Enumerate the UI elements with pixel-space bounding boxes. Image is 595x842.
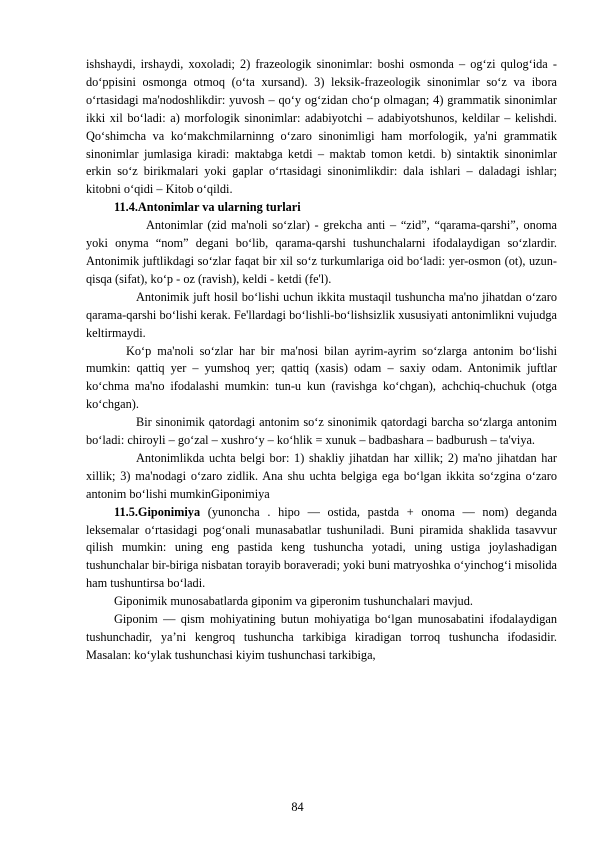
paragraph-polysemy-antonyms: Ko‘p ma'noli so‘zlar har bir ma'nosi bilan ayrim-ayrim so‘zlarga antonim bo‘lishi mumkin: qattiq yer – yumshoq yer; qattiq (xasis) odam – saxiy odam. Antonimik juftlar ko‘chma ma'no ifodalashi mumkin: tun-u kun (ravishga ko‘chgan), achchiq-chuchuk (otga ko‘chgan). [86,343,557,412]
paragraph-hyponymy [86,504,557,594]
paragraph-antonym-pair: Antonimik juft hosil bo‘lishi uchun ikkita mustaqil tushuncha ma'no jihatdan o‘zaro qarama-qarshi bo‘lishi kerak. Fe'llardagi bo‘lishli-bo‘lishsizlik xususiyati antonimlikni vujudga keltirmaydi. [86,289,557,340]
paragraph-synonym-types: ishshaydi, irshaydi, xoxoladi; 2) frazeologik sinonimlar: boshi osmonda – og‘zi qulog‘ida - do‘ppisini osmonga otmoq (o‘ta xursand). 3) leksik-frazeologik sinonimlar so‘z va ibora o‘rtasidagi ma'nodoshlikdir: yuvosh – qo‘y og‘zidan cho‘p olmagan; 4) grammatik sinonimlar ikki xil bo‘ladi: a) morfologik sinonimlar: adabiyotchi – adabiyotshunos, keldilar – kelishdi. Qo‘shimcha va ko‘makchmilarninng o‘zaro sinonimligi ham morfologik, ya'ni grammatik sinonimlar jumlasiga kiradi: maktabga ketdi – maktab tomon ketdi. b) sintaktik sinonimlar erkin so‘z birikmalari yoki gaplar o‘rtasidagi sinonimlikdir: dala ishlari – daladagi ishlar; kitobni o‘qidi – Kitob o‘qildi. [86,57,557,197]
paragraph-antonym-features: Antonimlikda uchta belgi bor: 1) shakliy jihatdan har xillik; 2) ma'no jihatdan har xillik; 3) ma'nodagi o‘zaro zidlik. Ana shu uchta belgiga ega bo‘lgan ikkita so‘zgina o‘zaro antonim bo‘lishi mumkinGiponimiya [86,450,557,501]
paragraph-hyponym-definition: Giponim — qism mohiyatining butun mohiyatiga bo‘lgan munosabatini ifodalaydigan tushunchadir, ya’ni kengroq tushuncha tarkibiga kiradigan torroq tushuncha ifodasidir. Masalan: ko‘ylak tushunchasi kiyim tushunchasi tarkibiga, [86,612,557,662]
paragraph-hyponym-hypernym: Giponimik munosabatlarda giponim va giperonim tushunchalari mavjud. [114,594,473,609]
section-heading-antonyms: 11.4.Antonimlar va ularning turlari [114,200,301,215]
document-page [86,56,557,665]
page-number: 84 [291,800,304,814]
paragraph-synonymic-row: Bir sinonimik qatordagi antonim so‘z sinonimik qatordagi barcha so‘zlarga antonim bo‘ladi: chiroyli – go‘zal – xushro‘y – ko‘hlik = xunuk – badbashara – badburush – ta'viya. [86,415,557,448]
hyponymy-definition-text: (yunoncha . hipo — ostida, pastda + onoma — nom) deganda leksemalar o‘rtasidagi pog‘onali munasabatlar tushuniladi. Buni piramida shaklida tasavvur qilish mumkin: uning eng pastida keng tushuncha yotadi, uning ustiga joylashadigan tushunchalar bir-biriga nisbatan torayib boraveradi; yoki buni matryoshka o‘yinchog‘i misolida ham tushuntirsa bo‘ladi. [86,504,557,591]
paragraph-antonym-definition: Antonimlar (zid ma'noli so‘zlar) - grekcha anti – “zid”, “qarama-qarshi”, onoma yoki onyma “nom” degani bo‘lib, qarama-qarshi tushunchalarni ifodalaydigan so‘zlardir. Antonimik juftlikdagi so‘zlar faqat bir xil so‘z turkumlariga oid bo‘ladi: yer-osmon (ot), uzun-qisqa (sifat), ko‘p - oz (ravish), keldi - ketdi (fe'l). [86,218,557,286]
section-heading-hyponymy: 11.5.Giponimiya [114,504,201,519]
